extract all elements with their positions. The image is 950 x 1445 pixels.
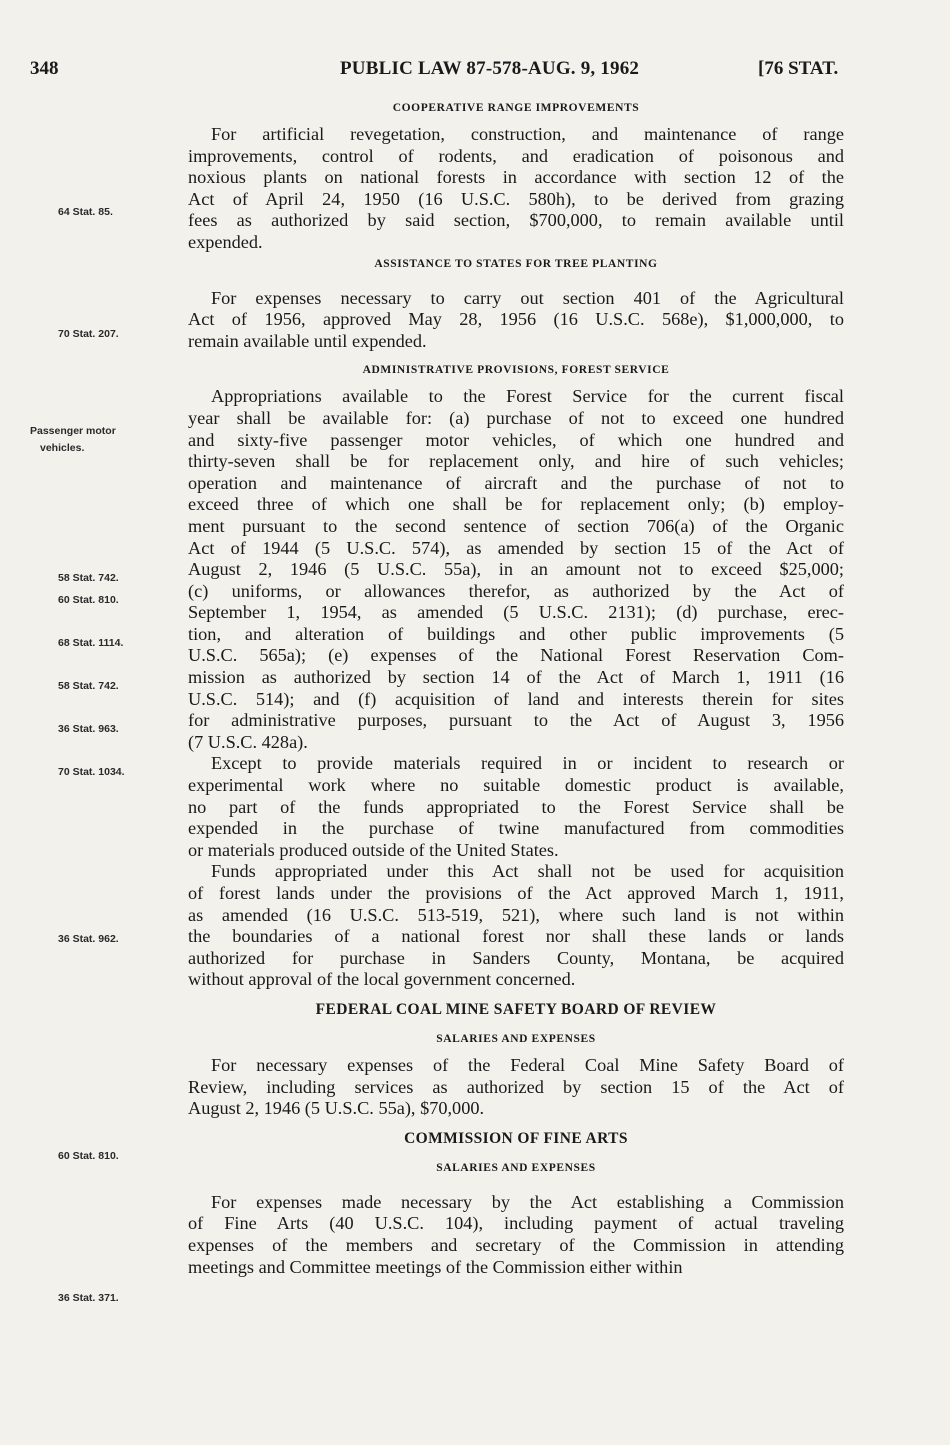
text-line: as amended (16 U.S.C. 513-519, 521), where such land is not within: [188, 904, 844, 925]
page-number: 348: [30, 58, 59, 79]
text-line: ment pursuant to the second sentence of section 706(a) of the Organic: [188, 515, 844, 536]
text-line: year shall be available for: (a) purchase of not to exceed one hundred: [188, 407, 844, 428]
margin-note: Passenger motor: [30, 425, 116, 437]
text-line: the boundaries of a national forest nor shall these lands or lands: [188, 926, 844, 947]
text-line: of forest lands under the provisions of the Act approved March 1, 1911,: [188, 883, 844, 903]
paragraph: [188, 288, 844, 353]
text-line: Act of April 24, 1950 (16 U.S.C. 580h), to be derived from grazing: [188, 188, 844, 209]
paragraph: [188, 1055, 844, 1120]
section-heading: COOPERATIVE RANGE IMPROVEMENTS: [392, 102, 640, 114]
text-line: exceed three of which one shall be for replacement only; (b) employ-: [188, 494, 844, 515]
margin-note: 60 Stat. 810.: [58, 594, 119, 606]
text-line: and sixty-five passenger motor vehicles, of which one hundred and: [188, 429, 844, 450]
text-line: operation and maintenance of aircraft and the purchase of not to: [188, 472, 844, 493]
text-line: Review, including services as authorized by section 15 of the Act of: [188, 1076, 844, 1097]
text-line: expenses of the members and secretary of the Commission in attending: [188, 1234, 844, 1255]
text-line: Act of 1956, approved May 28, 1956 (16 U.S.C. 568e), $1,000,000, to: [188, 309, 844, 330]
text-line: September 1, 1954, as amended (5 U.S.C. 2131); (d) purchase, erec-: [188, 602, 844, 623]
text-line: August 2, 1946 (5 U.S.C. 55a), $70,000.: [188, 1098, 485, 1119]
section-heading: COMMISSION OF FINE ARTS: [404, 1129, 628, 1147]
text-line: Funds appropriated under this Act shall not be used for acquisition: [211, 861, 844, 882]
paragraph: [188, 124, 844, 254]
margin-note: 60 Stat. 810.: [58, 1150, 119, 1162]
section-heading: SALARIES AND EXPENSES: [436, 1161, 596, 1174]
text-line: fees as authorized by said section, $700,000, to remain available until: [188, 210, 844, 231]
text-line: Appropriations available to the Forest Service for the current fiscal: [211, 386, 844, 407]
text-line: or materials produced outside of the United States.: [188, 839, 559, 860]
section-heading: FEDERAL COAL MINE SAFETY BOARD OF REVIEW: [315, 1000, 717, 1018]
text-line: experimental work where no suitable domestic product is available,: [188, 775, 844, 796]
text-line: mission as authorized by section 14 of the Act of March 1, 1911 (16: [188, 667, 844, 688]
text-line: of Fine Arts (40 U.S.C. 104), including payment of actual traveling: [188, 1213, 844, 1234]
text-line: no part of the funds appropriated to the Forest Service shall be: [188, 796, 844, 817]
margin-note: 58 Stat. 742.: [58, 572, 119, 584]
margin-note: 36 Stat. 371.: [58, 1292, 119, 1304]
text-line: authorized for purchase in Sanders County, Montana, be acquired: [188, 947, 844, 968]
text-line: For artificial revegetation, construction, and maintenance of range: [211, 124, 844, 144]
margin-note: 58 Stat. 742.: [58, 680, 119, 692]
margin-note: 64 Stat. 85.: [58, 206, 113, 218]
text-line: tion, and alteration of buildings and other public improvements (5: [188, 623, 844, 644]
section-heading: SALARIES AND EXPENSES: [436, 1032, 596, 1045]
paragraph: [188, 1192, 844, 1278]
text-line: For expenses made necessary by the Act establishing a Commission: [211, 1191, 844, 1212]
margin-note: 36 Stat. 962.: [58, 933, 119, 945]
volume-reference: [76 STAT.: [758, 58, 839, 79]
running-title: PUBLIC LAW 87-578-AUG. 9, 1962: [340, 58, 640, 79]
paragraph: [188, 861, 844, 991]
section-heading: ASSISTANCE TO STATES FOR TREE PLANTING: [374, 257, 658, 270]
text-line: noxious plants on national forests in accordance with section 12 of the: [188, 167, 844, 188]
text-line: Act of 1944 (5 U.S.C. 574), as amended by section 15 of the Act of: [188, 537, 844, 558]
text-line: Except to provide materials required in or incident to research or: [211, 753, 844, 774]
text-line: For necessary expenses of the Federal Coal Mine Safety Board of: [211, 1054, 844, 1075]
margin-note: 36 Stat. 963.: [58, 723, 119, 735]
margin-note: vehicles.: [40, 442, 85, 454]
text-line: for administrative purposes, pursuant to the Act of August 3, 1956: [188, 710, 844, 731]
text-line: expended.: [188, 231, 263, 252]
text-line: August 2, 1946 (5 U.S.C. 55a), in an amount not to exceed $25,000;: [188, 559, 844, 580]
text-line: (c) uniforms, or allowances therefor, as authorized by the Act of: [188, 580, 844, 601]
text-line: (7 U.S.C. 428a).: [188, 731, 308, 752]
text-line: expended in the purchase of twine manufactured from commodities: [188, 818, 844, 839]
text-line: For expenses necessary to carry out section 401 of the Agricultural: [211, 287, 844, 308]
section-heading: ADMINISTRATIVE PROVISIONS, FOREST SERVICE: [362, 364, 670, 377]
text-line: U.S.C. 514); and (f) acquisition of land and interests therein for sites: [188, 688, 844, 709]
text-line: meetings and Committee meetings of the Commission either within: [188, 1256, 683, 1277]
text-line: thirty-seven shall be for replacement only, and hire of such vehicles;: [188, 451, 844, 472]
margin-note: 70 Stat. 1034.: [58, 766, 125, 778]
text-line: without approval of the local government concerned.: [188, 969, 576, 990]
margin-note: 68 Stat. 1114.: [58, 637, 124, 649]
text-line: improvements, control of rodents, and eradication of poisonous and: [188, 145, 844, 166]
text-line: U.S.C. 565a); (e) expenses of the National Forest Reservation Com-: [188, 645, 844, 666]
paragraph: [188, 386, 844, 753]
text-line: remain available until expended.: [188, 330, 427, 351]
paragraph: [188, 753, 844, 861]
margin-note: 70 Stat. 207.: [58, 328, 119, 340]
document-body: [188, 100, 844, 1278]
